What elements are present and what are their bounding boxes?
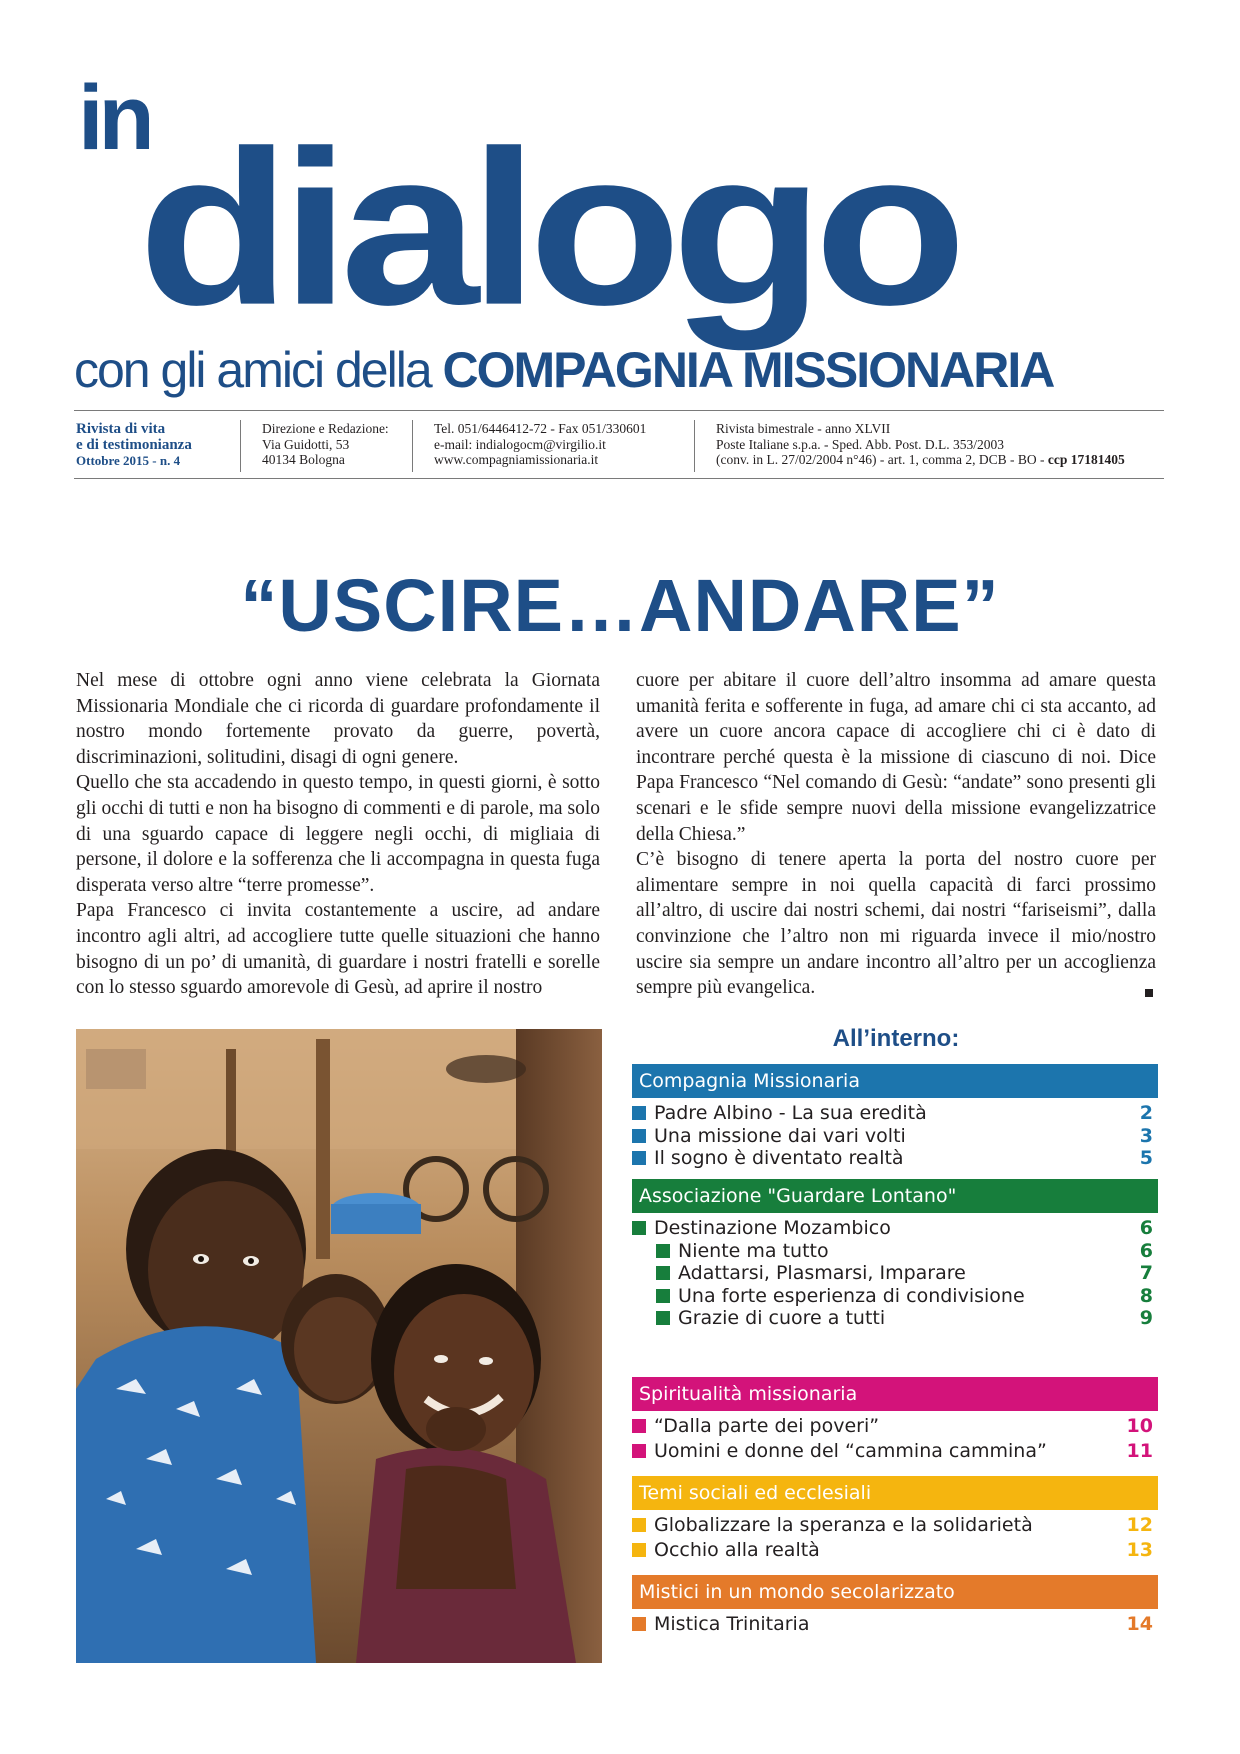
article-paragraph: Quello che sta accadendo in questo tempo, in questi giorni, è sotto gli occhi di tutti e non ha bisogno di commenti e di parole, ma solo di una sguardo capace di leggere negli occhi, di migliaia di persone, il dolore e la sofferenza che li accompagna in questa fuga disperata verso altre “terre promesse”.	[76, 772, 600, 896]
toc-item[interactable]	[632, 1538, 1153, 1563]
bullet-square-icon	[632, 1221, 646, 1235]
toc-item-label: Niente ma tutto	[678, 1239, 829, 1262]
toc-item-label: “Dalla parte dei poveri”	[654, 1415, 880, 1437]
toc-section-header: Temi sociali ed ecclesiali	[632, 1476, 1158, 1510]
toc-item-label: Padre Albino - La sua eredità	[654, 1102, 927, 1124]
magazine-tagline	[76, 421, 192, 469]
toc-item-label: Grazie di cuore a tutti	[678, 1307, 886, 1329]
toc-item[interactable]	[632, 1513, 1153, 1538]
photo-illustration	[76, 1029, 602, 1663]
toc-item[interactable]	[632, 1124, 1153, 1149]
tagline-line-2: e di testimonianza	[76, 437, 192, 453]
info-divider	[240, 420, 241, 472]
toc-item-page: 9	[1139, 1307, 1153, 1329]
toc-item-label: Il sogno è diventato realtà	[654, 1147, 904, 1169]
toc-item-label: Uomini e donne del “cammina cammina”	[654, 1440, 1047, 1462]
toc-title: All’interno:	[832, 1025, 960, 1052]
tagline-line-1: Rivista di vita	[76, 421, 166, 437]
toc-section-header: Mistici in un mondo secolarizzato	[632, 1575, 1158, 1609]
toc-item-page: 6	[1139, 1239, 1153, 1262]
toc-section-header: Associazione "Guardare Lontano"	[632, 1179, 1158, 1213]
toc-item-label: Occhio alla realtà	[654, 1539, 820, 1561]
toc-item-label: Adattarsi, Plasmarsi, Imparare	[678, 1262, 966, 1284]
toc-item[interactable]	[632, 1439, 1153, 1464]
toc-item[interactable]	[656, 1261, 1153, 1286]
masthead-subtitle-prefix: con gli amici della	[74, 342, 443, 398]
toc-item-page: 6	[1139, 1217, 1153, 1239]
toc-item[interactable]	[656, 1239, 1153, 1264]
masthead-subtitle	[74, 342, 1054, 398]
postal-line-2: Poste Italiane s.p.a. - Sped. Abb. Post. D.L. 353/2003	[716, 436, 1004, 452]
bullet-square-icon	[632, 1151, 646, 1165]
postal-line-3-text: (conv. in L. 27/02/2004 n°46) - art. 1, comma 2, DCB - BO -	[716, 452, 1048, 467]
bullet-square-icon	[632, 1518, 646, 1532]
header-rule-bottom	[74, 478, 1164, 479]
header-rule-top	[74, 410, 1164, 411]
article-column-right	[636, 668, 1156, 1001]
bullet-square-icon	[656, 1311, 670, 1325]
editorial-office	[262, 421, 389, 468]
toc-item[interactable]	[632, 1101, 1153, 1126]
website-link[interactable]: www.compagniamissionaria.it	[434, 452, 599, 467]
bullet-square-icon	[656, 1266, 670, 1280]
bullet-square-icon	[632, 1129, 646, 1143]
postal-info	[716, 421, 1125, 468]
bullet-square-icon	[632, 1106, 646, 1120]
toc-item-label: Globalizzare la speranza e la solidarietà	[654, 1514, 1033, 1536]
masthead-in: in	[78, 67, 150, 169]
office-line-3: 40134 Bologna	[262, 452, 345, 467]
masthead-subtitle-brand: COMPAGNIA MISSIONARIA	[442, 342, 1054, 398]
article-paragraph: cuore per abitare il cuore dell’altro insomma ad amare questa umanità ferita e sofferente in fuga, ad amare chi ci sta accanto, ad avere un cuore ancora capace di accogliere chi ci è dato di incontrare perché questa è la missione di ciascuno di noi. Dice Papa Francesco “Nel comando di Gesù: “andate” sono presenti gli scenari e le sfide sempre nuovi della missione evangelizzatrice della Chiesa.”	[636, 670, 1156, 845]
toc-item-page: 12	[1126, 1514, 1153, 1536]
toc-item-page: 7	[1139, 1262, 1153, 1284]
toc-item-page: 2	[1139, 1102, 1153, 1124]
children-photo	[76, 1029, 602, 1663]
toc-item[interactable]	[632, 1414, 1153, 1439]
toc-item-label: Una missione dai vari volti	[654, 1124, 906, 1147]
article-column-left	[76, 668, 600, 1001]
toc-section-header: Spiritualità missionaria	[632, 1377, 1158, 1411]
postal-line-1: Rivista bimestrale - anno XLVII	[716, 421, 891, 436]
office-line-2: Via Guidotti, 53	[262, 436, 350, 452]
postal-ccp: ccp 17181405	[1047, 452, 1125, 467]
toc-item[interactable]	[632, 1146, 1153, 1171]
phone-fax: Tel. 051/6446412-72 - Fax 051/330601	[434, 421, 647, 436]
article-title: “USCIRE…ANDARE”	[240, 564, 1000, 647]
masthead-logo: dialogo	[138, 104, 957, 351]
info-divider	[412, 420, 413, 472]
office-line-1: Direzione e Redazione:	[262, 421, 389, 436]
article-paragraph: C’è bisogno di tenere aperta la porta del nostro cuore per alimentare sempre in noi quella capacità di farci prossimo all’altro, di uscire dai nostri schemi, dai nostri “fariseismi”, dalla convinzione che l’altro non mi riguarda invece il mio/nostro uscire sia sempre un andare incontro all’altro per un accoglienza sempre più evangelica.	[636, 849, 1156, 999]
article-paragraph: Papa Francesco ci invita costantemente a uscire, ad andare incontro agli altri, ad accogliere tutte quelle situazioni che hanno bisogno di un po’ di umanità, di guardare i nostri fratelli e sorelle con lo stesso sguardo amorevole di Gesù, ad aprire il nostro	[76, 900, 600, 999]
bullet-square-icon	[656, 1289, 670, 1303]
issue-number: Ottobre 2015 - n. 4	[76, 453, 181, 468]
toc-item-label: Una forte esperienza di condivisione	[678, 1284, 1025, 1307]
info-divider	[694, 420, 695, 472]
toc-section-header: Compagnia Missionaria	[632, 1064, 1158, 1098]
email-link[interactable]: e-mail: indialogocm@virgilio.it	[434, 436, 606, 452]
toc-item-page: 14	[1126, 1613, 1153, 1635]
toc-item-page: 3	[1139, 1124, 1153, 1147]
contact-info	[434, 421, 646, 468]
toc-item[interactable]	[632, 1612, 1153, 1637]
toc-item-page: 11	[1126, 1440, 1153, 1462]
toc-item-page: 5	[1139, 1147, 1153, 1169]
toc-item-label: Destinazione Mozambico	[654, 1217, 891, 1239]
toc-item-label: Mistica Trinitaria	[654, 1613, 810, 1635]
bullet-square-icon	[632, 1444, 646, 1458]
toc-item[interactable]	[632, 1216, 1153, 1241]
toc-item[interactable]	[656, 1284, 1153, 1309]
toc-item-page: 13	[1126, 1539, 1153, 1561]
bullet-square-icon	[632, 1419, 646, 1433]
bullet-square-icon	[656, 1244, 670, 1258]
article-paragraph: Nel mese di ottobre ogni anno viene celebrata la Giornata Missionaria Mondiale che ci ricorda di guardare profondamente il nostro mondo fortemente provato da guerre, povertà, discriminazioni, solitudini, disagi di ogni genere.	[76, 670, 600, 768]
toc-item-page: 10	[1126, 1415, 1153, 1437]
toc-item-page: 8	[1139, 1284, 1153, 1307]
postal-line-3	[716, 452, 1125, 468]
end-of-article-mark	[1145, 989, 1153, 997]
bullet-square-icon	[632, 1617, 646, 1631]
bullet-square-icon	[632, 1543, 646, 1557]
toc-item[interactable]	[656, 1306, 1153, 1331]
